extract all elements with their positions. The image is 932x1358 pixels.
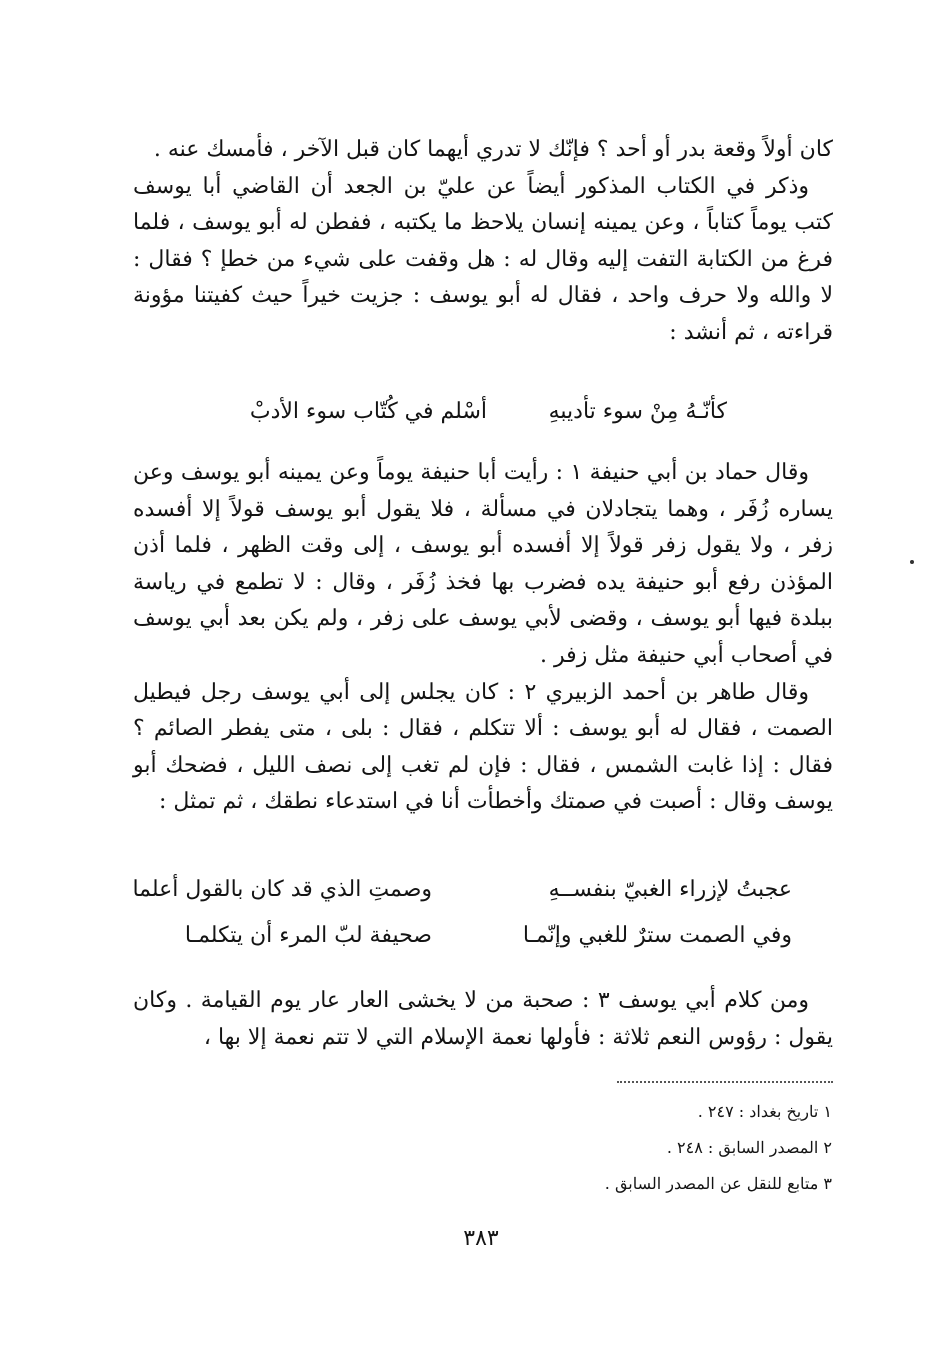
text-block-middle [133,455,833,821]
footnote: ١ تاريخ بغداد : ٢٤٧ . [697,1102,832,1121]
page-number: ٣٨٣ [463,1226,499,1251]
verse-hemistich-second: صحيفة لبّ المرء أن يتكلمـا [184,923,432,948]
verse-line [187,392,727,432]
verse-hemistich-second: وصمتِ الذي قد كان بالقول أعلما [132,877,432,902]
paragraph: كان أولاً وقعة بدر أو أحد ؟ فإنّك لا تدري أيهما كان قبل الآخر ، فأمسك عنه . [153,137,833,162]
verse-hemistich-second: أسْلم في كُتّاب سوء الأدبْ [249,399,487,424]
margin-mark [910,560,914,564]
verse-hemistich-first: كأنّـهُ مِنْ سوء تأديبهِ [548,399,727,424]
text-block-top [133,132,833,352]
paragraph: ومن كلام أبي يوسف ٣ : صحبة من لا يخشى العار عار يوم القيامة . وكان يقول : رؤوس النعم ثلاثة : فأولها نعمة الإسلام التي لا تتم نعمة إلا بها ، [133,988,833,1050]
paragraph: وذكر في الكتاب المذكور أيضاً عن عليّ بن الجعد أن القاضي أبا يوسف كتب يوماً كتاباً ، وعن يمينه إنسان يلاحظ ما يكتبه ، ففطن له أبو يوسف ، فلما فرغ من الكتابة التفت إليه وقال له : هل وقفت على شيء من خطإ ؟ فقال : لا والله ولا حرف واحد ، فقال له أبو يوسف : جزيت خيراً حيث كفيتنا مؤونة قراءته ، ثم أنشد : [133,173,833,345]
footnote: ٢ المصدر السابق : ٢٤٨ . [666,1138,832,1157]
footnotes [332,1094,832,1202]
verse-hemistich-first: عجبتُ لإزراء الغبيّ بنفســهِ [548,877,792,902]
paragraph: وقال طاهر بن أحمد الزبيري ٢ : كان يجلس إلى أبي يوسف رجل فيطيل الصمت ، فقال له أبو يوسف : ألا تتكلم ، فقال : بلى ، متى يفطر الصائم ؟ فقال : إذا غابت الشمس ، فقال : فإن لم تغب إلى نصف الليل ، فضحك أبو يوسف وقال : أصبت في صمتك وأخطأت أنا في استدعاء نطقك ، ثم تمثل : [133,679,833,815]
footnote-separator [617,1081,833,1083]
verse-line [132,916,792,956]
footnote: ٣ متابع للنقل عن المصدر السابق . [604,1174,832,1193]
verse-line [132,870,792,910]
text-block-bottom [133,983,833,1056]
verse-hemistich-first: وفي الصمت سترٌ للغبي وإنّمـا [522,923,792,948]
paragraph: وقال حماد بن أبي حنيفة ١ : رأيت أبا حنيفة يوماً وعن يمينه أبو يوسف وعن يساره زُفَر ، وهما يتجادلان في مسألة ، فلا يقول أبو يوسف قولاً إلا أفسده زفر ، ولا يقول زفر قولاً إلا أفسده أبو يوسف ، إلى وقت الظهر ، فلما أذن المؤذن رفع أبو حنيفة يده فضرب بها فخذ زُفَر ، وقال : لا تطمع في رياسة ببلدة فيها أبو يوسف ، وقضى لأبي يوسف على زفر ، ولم يكن بعد أبي يوسف في أصحاب أبي حنيفة مثل زفر . [133,460,834,668]
